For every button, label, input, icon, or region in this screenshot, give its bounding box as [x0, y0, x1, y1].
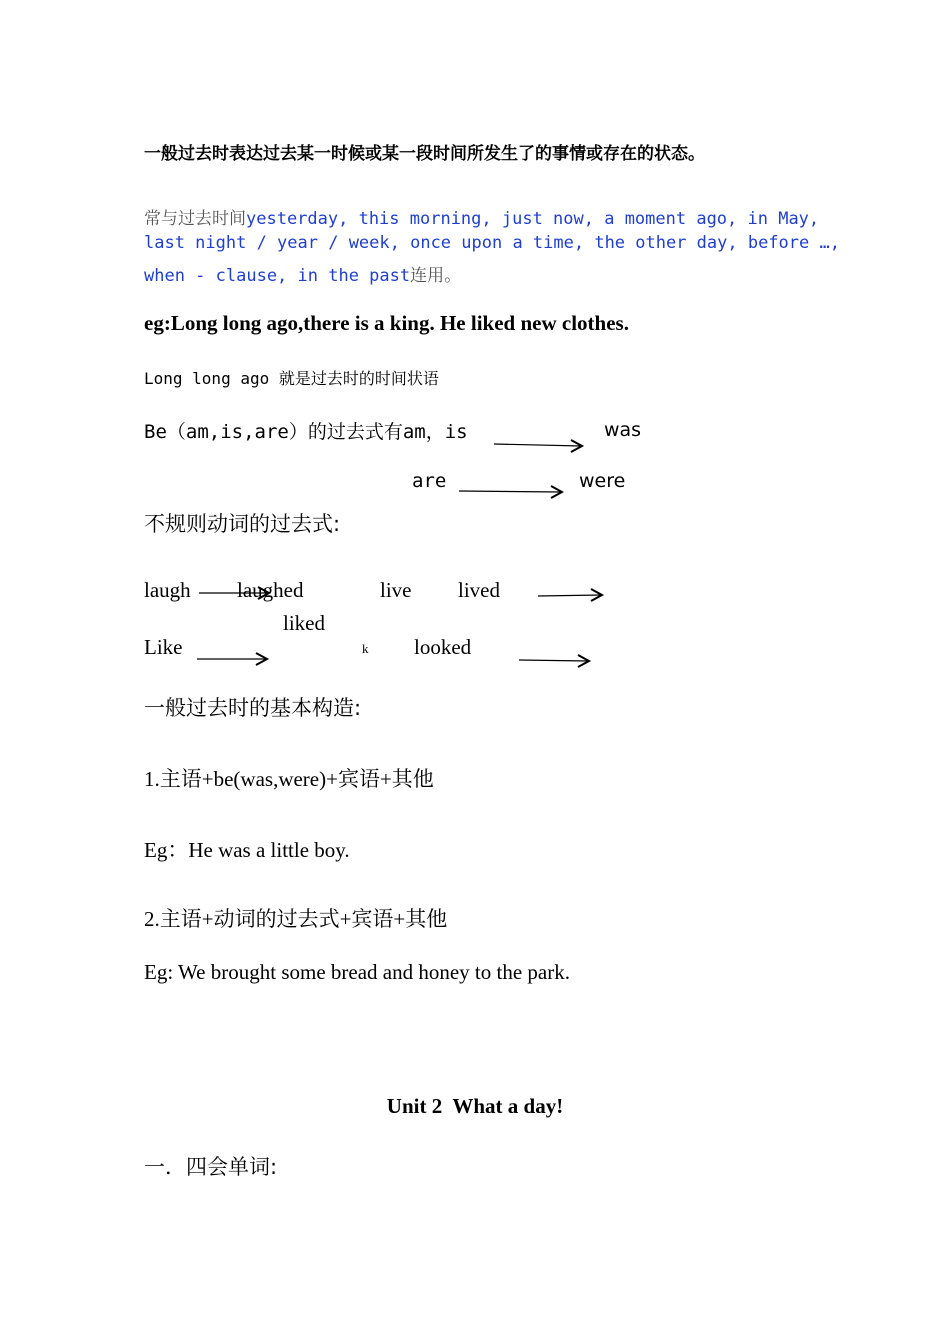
- verb-lived: lived: [458, 578, 500, 602]
- usage-line-2: last night / year / week, once upon a time, the other day, before …,: [144, 233, 840, 253]
- usage-time-words-1: yesterday, this morning, just now, a moment ago, in May,: [246, 209, 820, 229]
- arrow-icon: [518, 653, 592, 669]
- time-adverbial-note: Long long ago 就是过去时的时间状语: [144, 369, 439, 388]
- arrow-icon: [196, 651, 270, 667]
- be-are: are: [412, 470, 447, 492]
- verb-laughed: laughed: [237, 578, 304, 602]
- structure-heading: 一般过去时的基本构造:: [144, 696, 362, 720]
- verb-stray-fragment: k: [362, 641, 369, 656]
- vocabulary-section-heading: 一．四会单词:: [144, 1155, 278, 1179]
- rule-2: 2.主语+动词的过去式+宾语+其他: [144, 907, 448, 931]
- arrow-icon: [537, 587, 605, 603]
- rule-1: 1.主语+be(was,were)+宾语+其他: [144, 767, 434, 791]
- verb-live: live: [380, 578, 412, 602]
- usage-line-3: [144, 261, 461, 286]
- be-was: was: [604, 419, 642, 441]
- example-2: Eg: We brought some bread and honey to the park.: [144, 960, 570, 984]
- usage-suffix: 连用。: [410, 266, 462, 286]
- example-1: Eg：He was a little boy.: [144, 838, 350, 862]
- intro-paragraph: 一般过去时表达过去某一时候或某一段时间所发生了的事情或存在的状态。: [144, 144, 705, 164]
- example-sentence: eg:Long long ago,there is a king. He liked new clothes.: [144, 311, 629, 335]
- verb-like: Like: [144, 635, 183, 659]
- irregular-verbs-heading: 不规则动词的过去式:: [144, 512, 341, 536]
- be-were: were: [579, 470, 626, 492]
- usage-time-words-3: when - clause, in the past: [144, 266, 411, 286]
- be-forms-line: Be（am,is,are）的过去式有am，is: [144, 421, 468, 443]
- arrow-icon: [493, 438, 585, 454]
- verb-looked: looked: [414, 635, 472, 659]
- arrow-icon: [458, 484, 564, 500]
- verb-liked: liked: [283, 611, 325, 635]
- usage-prefix: 常与过去时间: [144, 209, 246, 229]
- unit-title: Unit 2 What a day!: [386, 1094, 564, 1118]
- usage-line-1: [144, 204, 819, 229]
- verb-laugh: laugh: [144, 578, 191, 602]
